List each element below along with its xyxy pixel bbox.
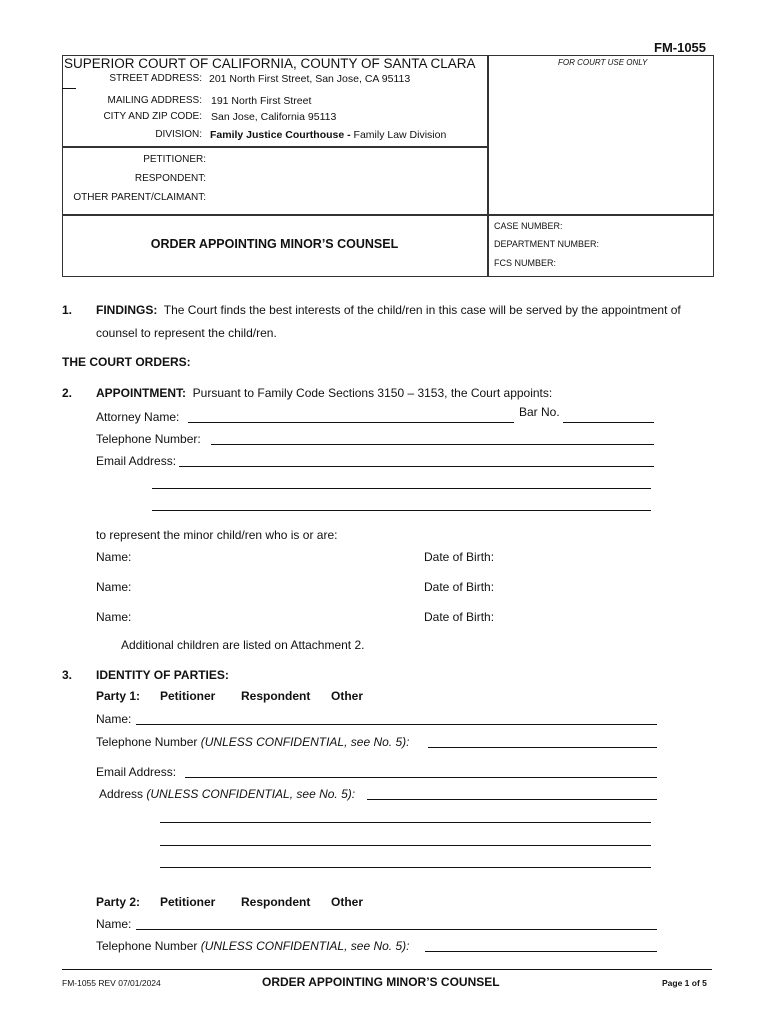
findings-text-line1 — [96, 303, 681, 317]
attorney-email-label: Email Address: — [96, 454, 177, 468]
findings-heading: FINDINGS: — [96, 303, 158, 317]
header-tick — [62, 88, 76, 89]
party1-address-text: Address — [99, 787, 144, 801]
form-title: ORDER APPOINTING MINOR’S COUNSEL — [150, 237, 399, 251]
child-name-label-2: Name: — [96, 580, 132, 594]
party1-email-field[interactable] — [185, 777, 657, 778]
identity-heading: IDENTITY OF PARTIES: — [96, 668, 229, 682]
party1-phone-label — [96, 735, 409, 749]
party2-name-label: Name: — [96, 917, 132, 931]
bar-number-field[interactable] — [563, 422, 654, 423]
court-orders-heading: THE COURT ORDERS: — [62, 355, 191, 369]
party1-other-option[interactable]: Other — [331, 689, 364, 703]
findings-text-line2: counsel to represent the child/ren. — [96, 326, 277, 340]
party1-address-field[interactable] — [367, 799, 657, 800]
party1-phone-confidential: (UNLESS CONFIDENTIAL, see No. 5): — [200, 735, 410, 749]
findings-number: 1. — [62, 303, 73, 317]
identity-number: 3. — [62, 668, 73, 682]
division-value — [210, 129, 446, 141]
division-name: Family Law Division — [353, 129, 447, 141]
party2-phone-field[interactable] — [425, 951, 657, 952]
party2-phone-text: Telephone Number — [96, 939, 198, 953]
party1-address-field-3[interactable] — [160, 845, 651, 846]
city-zip-value: San Jose, California 95113 — [211, 111, 337, 123]
child-name-label-3: Name: — [96, 610, 132, 624]
court-name: SUPERIOR COURT OF CALIFORNIA, COUNTY OF SANTA CLARA — [64, 56, 476, 71]
party1-phone-text: Telephone Number — [96, 735, 198, 749]
footer-page-number: Page 1 of 5 — [662, 978, 707, 988]
findings-body: The Court finds the best interests of the child/ren in this case will be served by the appointment of — [163, 303, 681, 317]
child-dob-label-1: Date of Birth: — [424, 550, 495, 564]
attorney-email-field-2[interactable] — [152, 488, 651, 489]
represent-text: to represent the minor child/ren who is or are: — [96, 528, 338, 542]
attorney-name-label: Attorney Name: — [96, 410, 180, 424]
bar-number-label: Bar No. — [519, 405, 560, 419]
attorney-phone-label: Telephone Number: — [96, 432, 201, 446]
party1-address-field-4[interactable] — [160, 867, 651, 868]
mailing-address-label: MAILING ADDRESS: — [107, 95, 202, 106]
appointment-heading: APPOINTMENT: — [96, 386, 186, 400]
party2-respondent-option[interactable]: Respondent — [241, 895, 311, 909]
child-dob-label-3: Date of Birth: — [424, 610, 495, 624]
party1-address-label — [99, 787, 355, 801]
party2-label: Party 2: — [96, 895, 141, 909]
case-number-label: CASE NUMBER: — [494, 221, 563, 231]
form-code: FM-1055 — [654, 40, 707, 55]
party1-respondent-option[interactable]: Respondent — [241, 689, 311, 703]
attorney-phone-field[interactable] — [211, 444, 654, 445]
party1-address-confidential: (UNLESS CONFIDENTIAL, see No. 5): — [146, 787, 356, 801]
respondent-label: RESPONDENT: — [134, 173, 206, 184]
party2-petitioner-option[interactable]: Petitioner — [160, 895, 216, 909]
division-label: DIVISION: — [155, 129, 202, 140]
city-zip-label: CITY AND ZIP CODE: — [103, 111, 202, 122]
party2-phone-label — [96, 939, 409, 953]
party2-phone-confidential: (UNLESS CONFIDENTIAL, see No. 5): — [200, 939, 410, 953]
division-courthouse: Family Justice Courthouse - — [210, 129, 351, 141]
for-court-use-label: FOR COURT USE ONLY — [558, 58, 648, 67]
child-name-label-1: Name: — [96, 550, 132, 564]
attorney-email-field[interactable] — [179, 466, 654, 467]
party1-address-field-2[interactable] — [160, 822, 651, 823]
street-address-label: STREET ADDRESS: — [109, 73, 202, 84]
appointment-body: Pursuant to Family Code Sections 3150 – 3153, the Court appoints: — [192, 386, 553, 400]
party1-name-field[interactable] — [136, 724, 657, 725]
footer-rule — [62, 969, 712, 970]
attorney-name-field[interactable] — [188, 422, 514, 423]
appointment-text — [96, 386, 552, 400]
footer-revision: FM-1055 REV 07/01/2024 — [62, 978, 161, 988]
footer-title: ORDER APPOINTING MINOR’S COUNSEL — [262, 975, 500, 989]
fcs-number-label: FCS NUMBER: — [494, 258, 557, 268]
party2-name-field[interactable] — [136, 929, 657, 930]
party1-label: Party 1: — [96, 689, 141, 703]
party2-other-option[interactable]: Other — [331, 895, 364, 909]
additional-children-text: Additional children are listed on Attachment 2. — [121, 638, 365, 652]
party1-email-label: Email Address: — [96, 765, 177, 779]
other-parent-label: OTHER PARENT/CLAIMANT: — [73, 192, 206, 203]
street-address-value: 201 North First Street, San Jose, CA 95113 — [209, 73, 411, 85]
child-dob-label-2: Date of Birth: — [424, 580, 495, 594]
court-use-box — [487, 55, 714, 216]
party1-phone-field[interactable] — [428, 747, 657, 748]
party1-name-label: Name: — [96, 712, 132, 726]
party1-petitioner-option[interactable]: Petitioner — [160, 689, 216, 703]
attorney-email-field-3[interactable] — [152, 510, 651, 511]
petitioner-label: PETITIONER: — [143, 154, 206, 165]
mailing-address-value: 191 North First Street — [211, 95, 312, 107]
appointment-number: 2. — [62, 386, 73, 400]
department-number-label: DEPARTMENT NUMBER: — [494, 239, 600, 249]
